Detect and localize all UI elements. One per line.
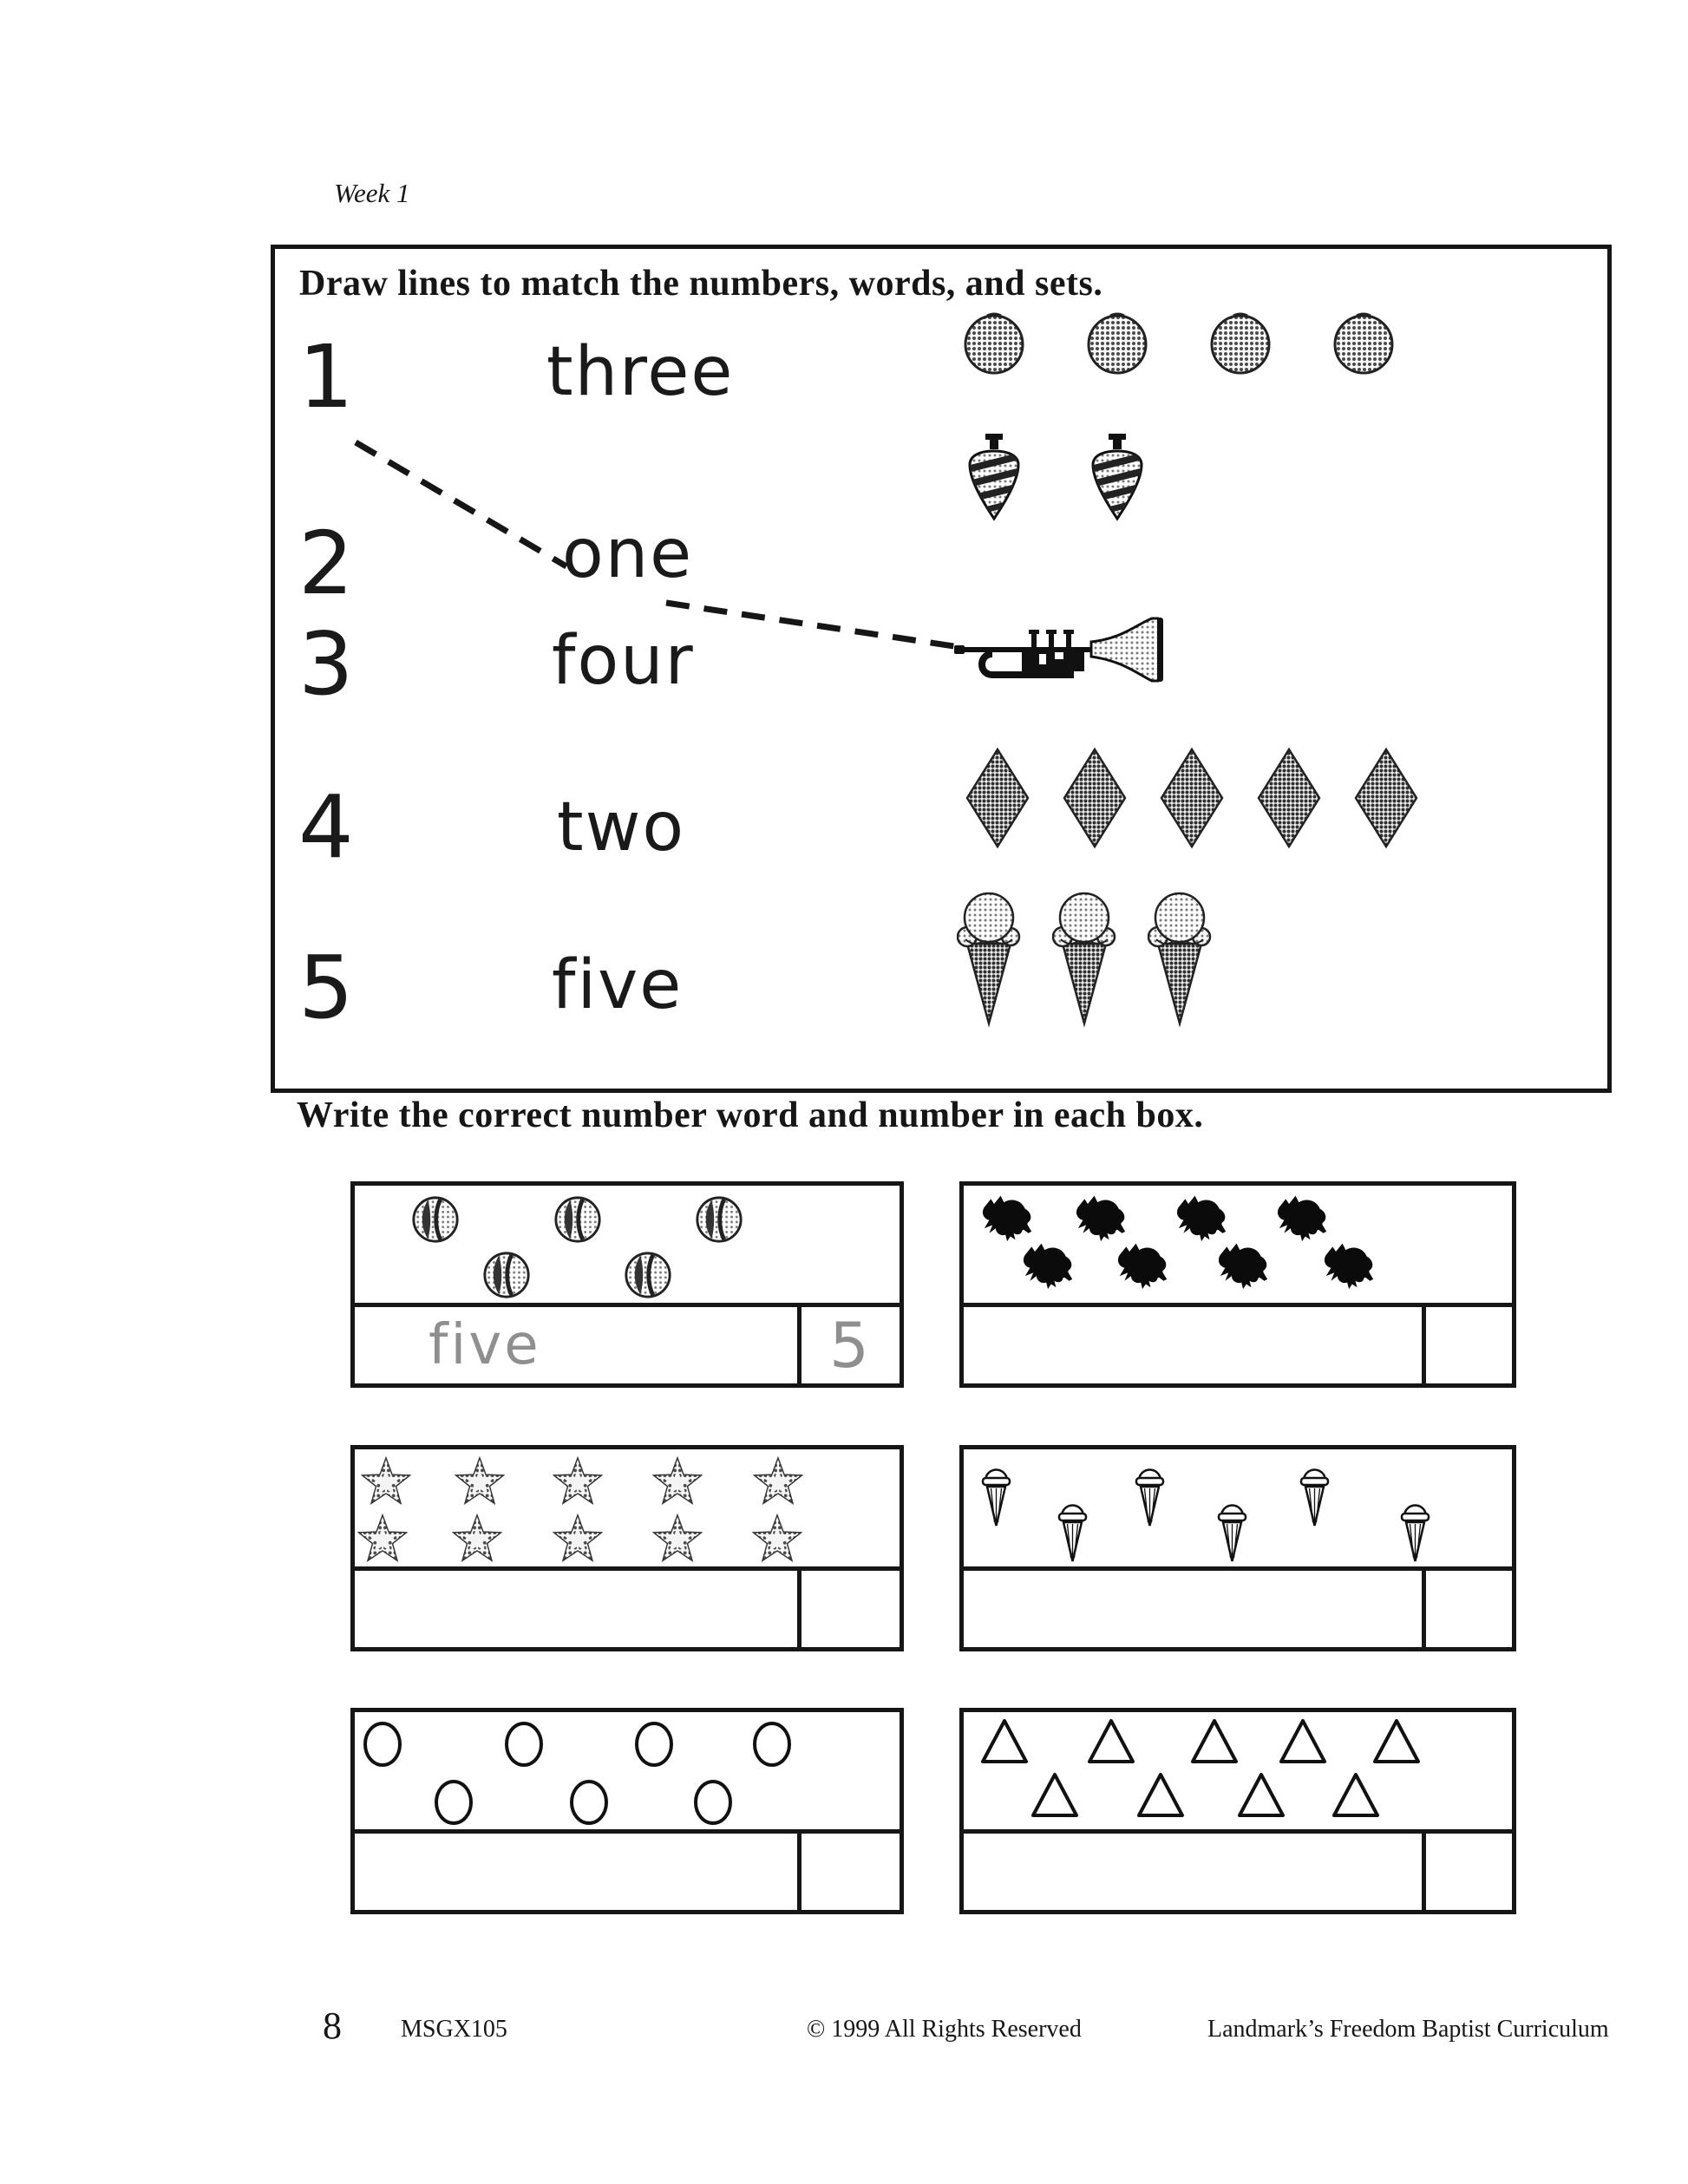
triangle-icon [979,1717,1030,1765]
answer-strip [355,1566,900,1647]
diamond-icon [1353,747,1419,849]
match-number-4: 4 [298,776,354,878]
triangle-icon [1278,1717,1328,1765]
number-answer-box [797,1834,900,1910]
frog-icon [1073,1191,1130,1243]
number-answer-box [797,1571,900,1647]
ice-cream-cone-outline-icon [1299,1461,1331,1528]
ice-cream-cone-outline-icon [1399,1497,1431,1564]
circle-icon [362,1720,403,1769]
frog-icon [1215,1239,1273,1291]
baseball-icon [623,1250,673,1300]
ice-cream-cone-icon [1148,892,1212,1029]
number-answer-box [1422,1307,1512,1383]
number-answer-box [797,1307,900,1383]
ice-cream-cone-icon [1052,892,1116,1029]
star-icon [361,1453,411,1507]
baseball-icon [553,1194,603,1245]
triangle-icon [1371,1717,1422,1765]
circle-icon [568,1778,610,1827]
circle-icon [503,1720,545,1769]
ice-cream-cone-outline-icon [1057,1497,1089,1564]
triangle-icon [1331,1771,1381,1819]
spinning-top-icon [1084,432,1150,522]
baseball-icon [481,1250,532,1300]
number-answer-field: 5 [829,1309,872,1382]
answer-strip [355,1829,900,1910]
star-icon [652,1510,703,1564]
word-answer-field: five [429,1313,541,1377]
baseball-icon [410,1194,461,1245]
footer-publisher: Landmark’s Freedom Baptist Curriculum [1207,2016,1609,2043]
answer-strip [964,1829,1512,1910]
match-word-one: one [562,515,694,593]
star-icon [553,1453,603,1507]
ice-cream-cone-icon [957,892,1021,1029]
diamond-icon [1062,747,1128,849]
matching-activity-box [271,245,1612,1093]
frog-icon [1174,1191,1231,1243]
match-number-2: 2 [298,513,354,614]
diamond-icon [1159,747,1225,849]
match-word-three: three [546,333,735,411]
triangle-icon [1086,1717,1136,1765]
circle-icon [692,1778,734,1827]
counting-instruction: Write the correct number word and number in each box. [297,1095,1204,1135]
match-word-two: two [557,788,686,866]
plum-icon [1084,310,1150,376]
star-icon [452,1510,502,1564]
diamond-icon [965,747,1030,849]
spinning-top-icon [961,432,1027,522]
frog-icon [1321,1239,1378,1291]
frog-icon [1115,1239,1172,1291]
baseball-icon [694,1194,744,1245]
number-answer-box [1422,1571,1512,1647]
plum-icon [1207,310,1273,376]
diamond-icon [1256,747,1322,849]
example-match-line [275,249,1607,1089]
answer-strip [964,1303,1512,1383]
plum-icon [1331,310,1397,376]
answer-strip [355,1303,900,1383]
star-icon [753,1453,803,1507]
match-word-five: five [552,946,684,1024]
match-number-5: 5 [298,937,354,1038]
star-icon [752,1510,802,1564]
triangle-icon [1236,1771,1286,1819]
ice-cream-cone-outline-icon [980,1461,1012,1528]
frog-icon [979,1191,1037,1243]
match-number-3: 3 [298,613,354,715]
frog-icon [1274,1191,1331,1243]
footer-code: MSGX105 [401,2016,507,2043]
number-answer-box [1422,1834,1512,1910]
counting-box-stars [350,1445,904,1651]
star-icon [357,1510,408,1564]
page-number: 8 [323,2004,342,2047]
matching-instruction: Draw lines to match the numbers, words, and sets. [299,264,1103,304]
ice-cream-cone-outline-icon [1134,1461,1166,1528]
plum-icon [961,310,1027,376]
triangle-icon [1030,1771,1080,1819]
week-label: Week 1 [334,178,410,208]
match-word-four: four [552,622,695,700]
ice-cream-cone-outline-icon [1216,1497,1248,1564]
star-icon [652,1453,703,1507]
answer-strip [964,1566,1512,1647]
frog-icon [1020,1239,1077,1291]
footer-copyright: © 1999 All Rights Reserved [807,2016,1082,2043]
star-icon [455,1453,505,1507]
star-icon [553,1510,603,1564]
triangle-icon [1135,1771,1186,1819]
triangle-icon [1189,1717,1240,1765]
circle-icon [633,1720,675,1769]
circle-icon [751,1720,793,1769]
match-number-1: 1 [298,326,354,428]
circle-icon [433,1778,474,1827]
trumpet-icon [952,614,1180,690]
